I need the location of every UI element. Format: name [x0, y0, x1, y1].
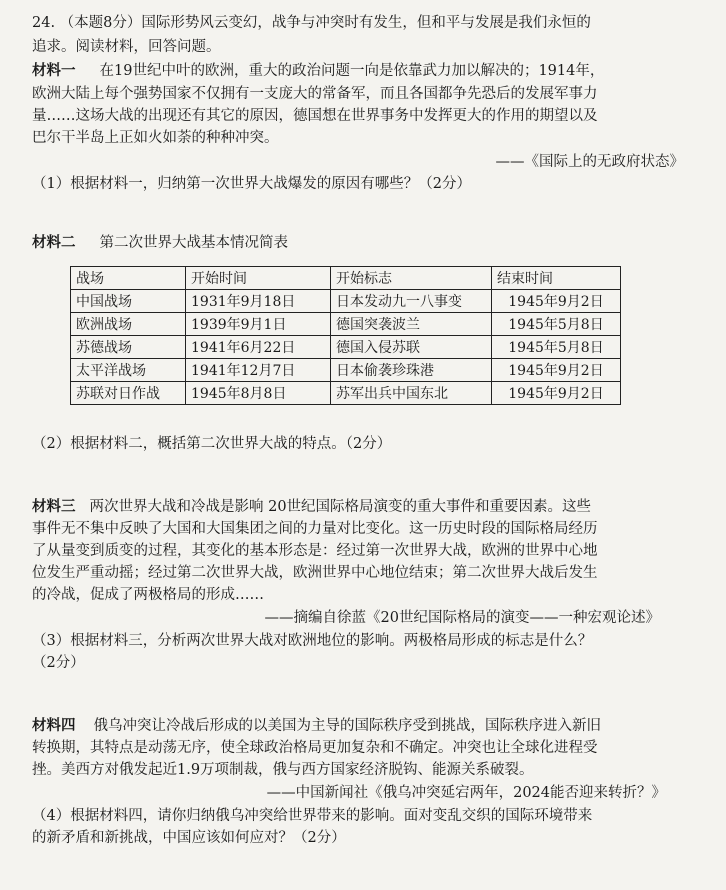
question-24-intro-line-2: 追求。阅读材料，回答问题。 — [32, 39, 221, 55]
table-row — [71, 382, 621, 405]
material-1-label: 材料一 — [32, 63, 76, 79]
table-cell: 苏联对日作战 — [71, 382, 186, 405]
ww2-summary-table — [70, 266, 621, 405]
table-cell: 德国突袭波兰 — [331, 313, 492, 336]
table-row — [71, 313, 621, 336]
material-1-text: 在19世纪中叶的欧洲，重大的政治问题一向是依靠武力加以解决的；1914年， — [99, 63, 605, 79]
material-2-heading — [32, 233, 288, 253]
table-cell: 中国战场 — [71, 290, 186, 313]
material-3-line-2: 事件无不集中反映了大国和大国集团之间的力量对比变化。这一历史时段的国际格局经历 — [32, 521, 598, 537]
table-header-row — [71, 267, 621, 290]
material-1-source: ——《国际上的无政府状态》 — [495, 154, 684, 170]
table-cell: 德国入侵苏联 — [331, 336, 492, 359]
question-3-line-1: （3）根据材料三，分析两次世界大战对欧洲地位的影响。两极格局形成的标志是什么？ — [32, 633, 593, 649]
table-cell: 1945年9月2日 — [492, 290, 621, 313]
table-header-cell: 战场 — [71, 267, 186, 290]
question-4-line-1: （4）根据材料四，请你归纳俄乌冲突给世界带来的影响。面对变乱交织的国际环境带来 — [32, 808, 593, 824]
table-cell: 日本偷袭珍珠港 — [331, 359, 492, 382]
material-1-line-4: 巴尔干半岛上正如火如荼的种种冲突。 — [32, 130, 279, 146]
table-cell: 1945年5月8日 — [492, 336, 621, 359]
material-1-line-2: 欧洲大陆上每个强势国家不仅拥有一支庞大的常备军，而且各国都争先恐后的发展军事力 — [32, 86, 598, 102]
question-1: （1）根据材料一，归纳第一次世界大战爆发的原因有哪些？（2分） — [32, 176, 471, 192]
material-4-line-3: 挫。美西方对俄发起近1.9万项制裁，俄与西方国家经济脱钩、能源关系破裂。 — [32, 762, 534, 778]
table-cell: 苏军出兵中国东北 — [331, 382, 492, 405]
material-1-line-3: 量……这场大战的出现还有其它的原因，德国想在世界事务中发挥更大的作用的期望以及 — [32, 108, 598, 124]
question-4-line-2: 的新矛盾和新挑战，中国应该如何应对？（2分） — [32, 830, 346, 846]
material-2-label: 材料二 — [32, 235, 76, 251]
table-cell: 1945年5月8日 — [492, 313, 621, 336]
table-cell: 1941年6月22日 — [186, 336, 331, 359]
table-header-cell: 开始时间 — [186, 267, 331, 290]
material-4-line-2: 转换期，其特点是动荡无序，使全球政治格局更加复杂和不确定。冲突也让全球化进程受 — [32, 740, 598, 756]
table-row — [71, 290, 621, 313]
question-3-line-2: （2分） — [32, 655, 85, 671]
table-header-cell: 结束时间 — [492, 267, 621, 290]
material-3-line-4: 位发生严重动摇；经过第二次世界大战，欧洲世界中心地位结束；第二次世界大战后发生 — [32, 565, 598, 581]
material-4-source: ——中国新闻社《俄乌冲突延宕两年，2024能否迎来转折？》 — [266, 785, 666, 801]
table-cell: 苏德战场 — [71, 336, 186, 359]
question-24-intro-line-1: 24. （本题8分）国际形势风云变幻，战争与冲突时有发生，但和平与发展是我们永恒的 — [32, 15, 591, 31]
table-header-cell: 开始标志 — [331, 267, 492, 290]
table-row — [71, 336, 621, 359]
table-cell: 太平洋战场 — [71, 359, 186, 382]
table-cell: 1945年9月2日 — [492, 382, 621, 405]
table-cell: 欧洲战场 — [71, 313, 186, 336]
material-4-label: 材料四 — [32, 718, 76, 734]
material-1-line-1 — [32, 61, 604, 81]
material-3-source: ——摘编自徐蓝《20世纪国际格局的演变——一种宏观论述》 — [264, 610, 660, 626]
table-cell: 日本发动九一八事变 — [331, 290, 492, 313]
table-cell: 1931年9月18日 — [186, 290, 331, 313]
material-3-line-3: 了从量变到质变的过程，其变化的基本形态是：经过第一次世界大战，欧洲的世界中心地 — [32, 543, 598, 559]
material-3-line-5: 的冷战，促成了两极格局的形成…… — [32, 587, 264, 603]
table-cell: 1941年12月7日 — [186, 359, 331, 382]
table-cell: 1945年8月8日 — [186, 382, 331, 405]
material-2-title: 第二次世界大战基本情况简表 — [99, 235, 288, 251]
material-3-label: 材料三 — [32, 499, 76, 515]
material-3-line-1 — [32, 497, 591, 517]
material-3-text: 两次世界大战和冷战是影响 20世纪国际格局演变的重大事件和重要因素。这些 — [89, 499, 592, 515]
question-2: （2）根据材料二，概括第二次世界大战的特点。（2分） — [32, 436, 392, 452]
material-4-text: 俄乌冲突让冷战后形成的以美国为主导的国际秩序受到挑战，国际秩序进入新旧 — [93, 718, 601, 734]
table-cell: 1945年9月2日 — [492, 359, 621, 382]
material-4-line-1 — [32, 716, 601, 736]
table-row — [71, 359, 621, 382]
table-cell: 1939年9月1日 — [186, 313, 331, 336]
